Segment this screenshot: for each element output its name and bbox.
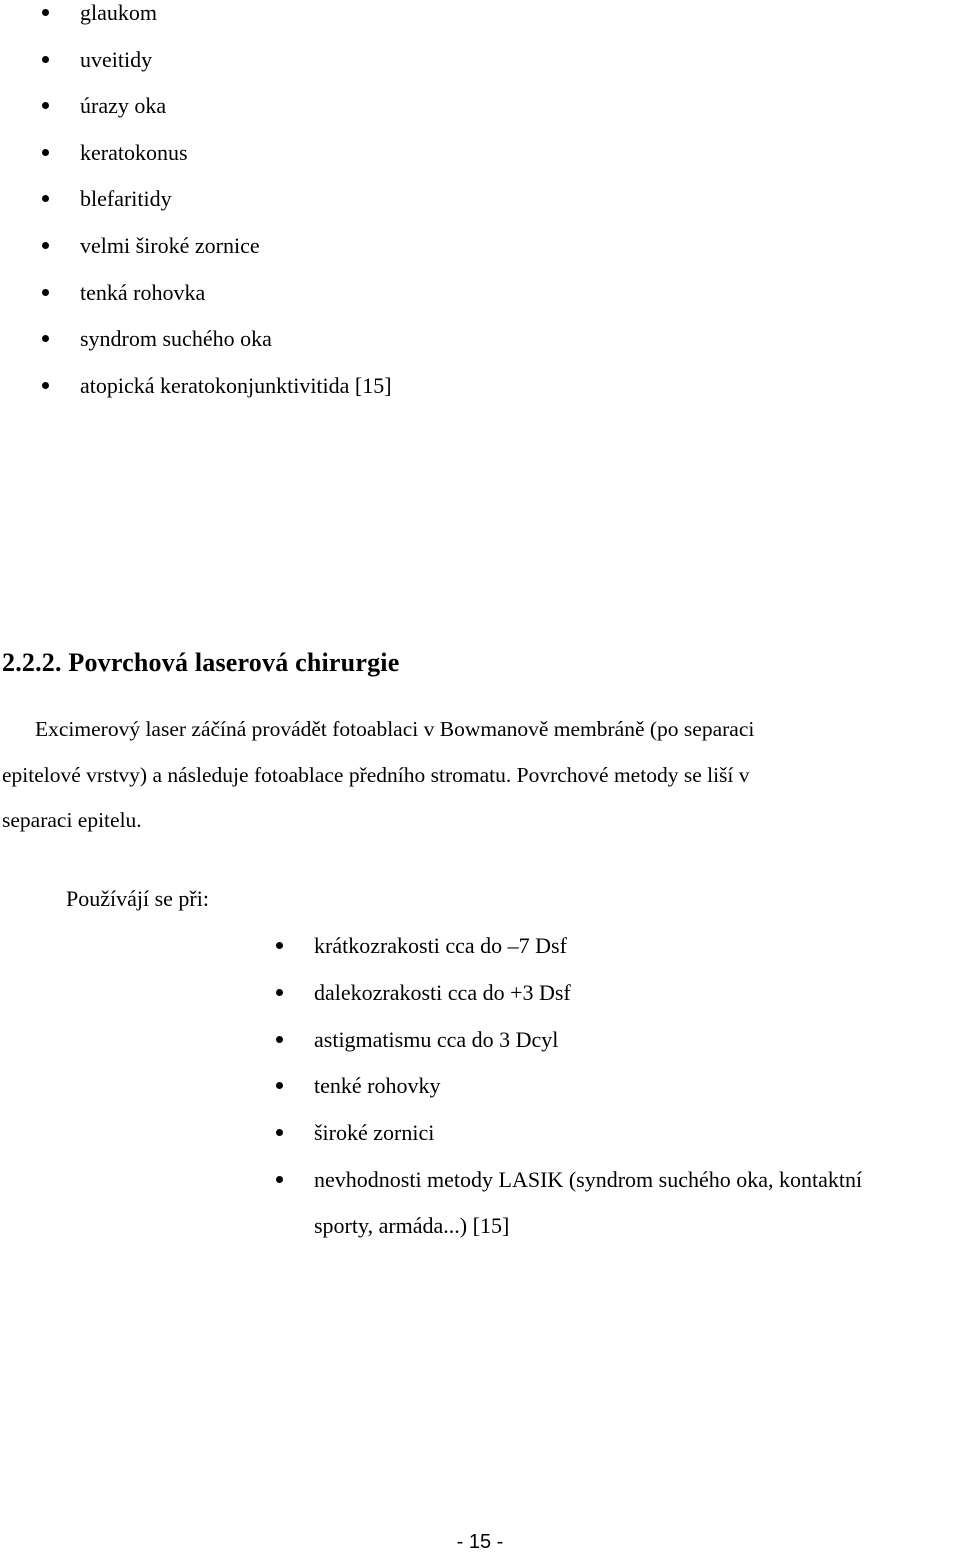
paragraph-line: separaci epitelu. [2,808,142,832]
list-item: úrazy oka [80,93,392,140]
paragraph-line: Excimerový laser záčíná provádět fotoablaci v Bowmanově membráně (po separaci [35,717,755,741]
list-item: atopická keratokonjunktivitida [15] [80,373,392,420]
list-item: velmi široké zornice [80,233,392,280]
list-item: tenká rohovka [80,280,392,327]
list-item: uveitidy [80,47,392,94]
list-item: glaukom [80,0,392,47]
list-item: krátkozrakosti cca do –7 Dsf [314,933,862,980]
section-heading: 2.2.2. Povrchová laserová chirurgie [2,648,400,677]
indications-list [80,0,392,419]
list-item: blefaritidy [80,186,392,233]
list-item: keratokonus [80,140,392,187]
paragraph-line: epitelové vrstvy) a následuje fotoablace předního stromatu. Povrchové metody se liší v [2,762,750,787]
list-item-line: nevhodnosti metody LASIK (syndrom suchého oka, kontaktní [314,1167,863,1193]
list-item: astigmatismu cca do 3 Dcyl [314,1027,862,1074]
section-paragraph [2,707,920,844]
uses-list [314,933,862,1248]
uses-intro: Používájí se při: [66,886,209,911]
list-item [314,1157,862,1248]
list-item: syndrom suchého oka [80,326,392,373]
list-item: široké zornici [314,1120,862,1167]
list-item-line: sporty, armáda...) [15] [314,1212,510,1238]
page-number: - 15 - [456,1531,504,1553]
list-item: dalekozrakosti cca do +3 Dsf [314,980,862,1027]
list-item: tenké rohovky [314,1073,862,1120]
